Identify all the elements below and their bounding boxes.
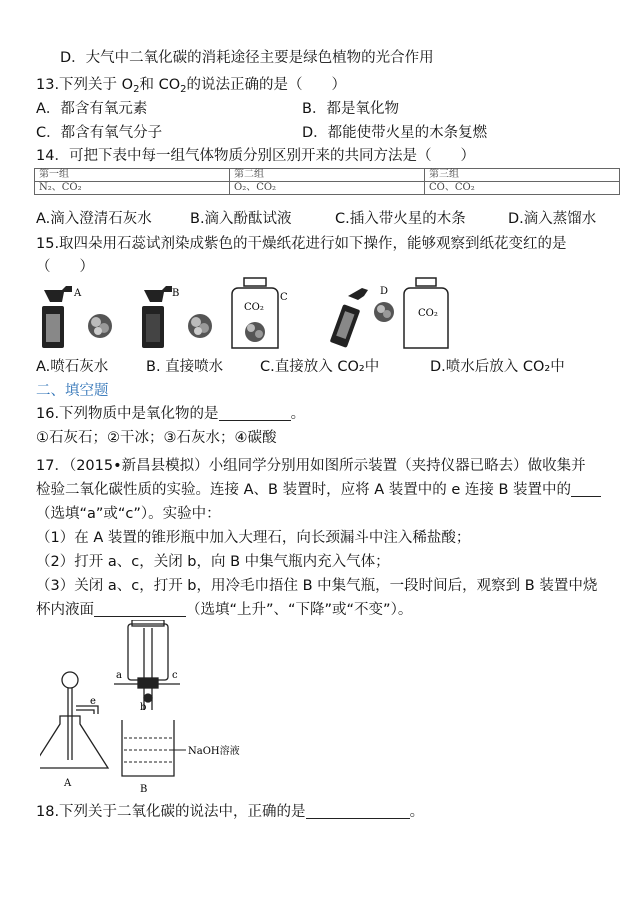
- q15-option-d: D.喷水后放入 CO₂中: [430, 359, 565, 375]
- table-header-3: 第三组: [425, 169, 620, 182]
- q17-line3: （选填“a”或“c”）。实验中：: [36, 506, 221, 522]
- q15-stem: 15.取四朵用石蕊试剂染成紫色的干燥纸花进行如下操作，能够观察到纸花变红的是: [36, 236, 567, 252]
- q14-option-c: C.插入带火星的木条: [335, 211, 466, 227]
- q13-option-a: A．都含有氧元素: [36, 101, 148, 117]
- table-header-2: 第二组: [230, 169, 425, 182]
- q17-step1: （1）在 A 装置的锥形瓶中加入大理石，向长颈漏斗中注入稀盐酸；: [36, 530, 471, 546]
- flower-icon: [88, 314, 112, 338]
- q17-line1: 17．（2015•新昌县模拟）小组同学分别用如图所示装置（夹持仪器已略去）做收集并: [36, 458, 586, 474]
- fig-label-c: c: [172, 670, 178, 681]
- q14-option-a: A.滴入澄清石灰水: [36, 211, 152, 227]
- q17-step3: （3）关闭 a、c，打开 b，用冷毛巾捂住 B 中集气瓶，一段时间后，观察到 B 装置中烧: [36, 578, 598, 594]
- q13-option-b: B．都是氧化物: [302, 101, 399, 117]
- gas-table: [34, 168, 620, 195]
- answer-blank[interactable]: [306, 802, 410, 819]
- flask-a-icon: [40, 672, 108, 768]
- spray-bottle-a-icon: [42, 286, 72, 348]
- q16-stem: 16.下列物质中是氧化物的是 。: [36, 406, 306, 422]
- section-title: 二、填空题: [36, 383, 109, 399]
- q15-option-b: B. 直接喷水: [146, 359, 224, 375]
- fig-label-a: a: [116, 670, 122, 681]
- q18-stem: 18.下列关于二氧化碳的说法中，正确的是 。: [36, 804, 425, 820]
- table-cell-1: N₂、CO₂: [35, 182, 230, 195]
- spray-bottle-d-icon: [330, 288, 368, 348]
- q17-line2: 检验二氧化碳性质的实验。连接 A、B 装置时，应将 A 装置中的 e 连接 B 装置中的: [36, 480, 601, 500]
- q15-option-a: A.喷石灰水: [36, 359, 109, 375]
- fig-label-e: e: [90, 696, 96, 707]
- q17-step4: 杯内液面 （选填“上升”、“下降”或“不变”）。: [36, 602, 413, 618]
- q13-stem: 13.下列关于 $O_2$和 $CO_2$的说法正确的是（ ）: [36, 77, 346, 95]
- table-cell-2: O₂、CO₂: [230, 182, 425, 195]
- q15-option-c: C.直接放入 CO₂中: [260, 359, 380, 375]
- table-cell-3: CO、CO₂: [425, 182, 620, 195]
- q14-option-b: B.滴入酚酞试液: [190, 211, 292, 227]
- naoh-liquid: [124, 738, 186, 762]
- flower-icon: [188, 314, 212, 338]
- flower-icon: [374, 302, 394, 322]
- table-header-1: 第一组: [35, 169, 230, 182]
- table-row: [35, 182, 620, 195]
- beaker-icon: [122, 720, 174, 776]
- q13-option-c: C．都含有氧气分子: [36, 125, 163, 141]
- fig-label-d: D: [380, 286, 389, 297]
- q15-paren: （ ）: [36, 259, 94, 275]
- spray-bottle-b-icon: [142, 286, 172, 348]
- table-row: [35, 169, 620, 182]
- fig-label-co2-d: CO₂: [418, 308, 438, 319]
- apparatus-figure: [40, 620, 300, 796]
- answer-blank[interactable]: [571, 480, 601, 497]
- q14-stem: 14．可把下表中每一组气体物质分别区别开来的共同方法是（ ）: [36, 148, 475, 164]
- gas-jar-c-icon: [232, 278, 278, 348]
- fig-label-a: A: [74, 288, 82, 299]
- fig-label-naoh: NaOH溶液: [188, 746, 240, 757]
- q16-options: ①石灰石；②干冰；③石灰水；④碳酸: [36, 430, 277, 446]
- q14-option-d: D.滴入蒸馏水: [508, 211, 597, 227]
- fig-label-B: B: [140, 784, 148, 795]
- fig-label-A: A: [64, 778, 72, 789]
- fig-label-co2-c: CO₂: [244, 302, 264, 313]
- q13-option-d: D．都能使带火星的木条复燃: [302, 125, 488, 141]
- fig-label-c: C: [280, 292, 288, 303]
- answer-blank[interactable]: [94, 600, 186, 617]
- gas-bottle-b-icon: [114, 620, 180, 710]
- fig-label-b: B: [172, 288, 180, 299]
- q17-step2: （2）打开 a、c，关闭 b，向 B 中集气瓶内充入气体；: [36, 554, 390, 570]
- answer-blank[interactable]: [219, 404, 291, 421]
- flower-experiment-figure: [36, 276, 456, 350]
- q12-option-d: D．大气中二氧化碳的消耗途径主要是绿色植物的光合作用: [60, 50, 434, 66]
- fig-label-b: b: [140, 702, 147, 713]
